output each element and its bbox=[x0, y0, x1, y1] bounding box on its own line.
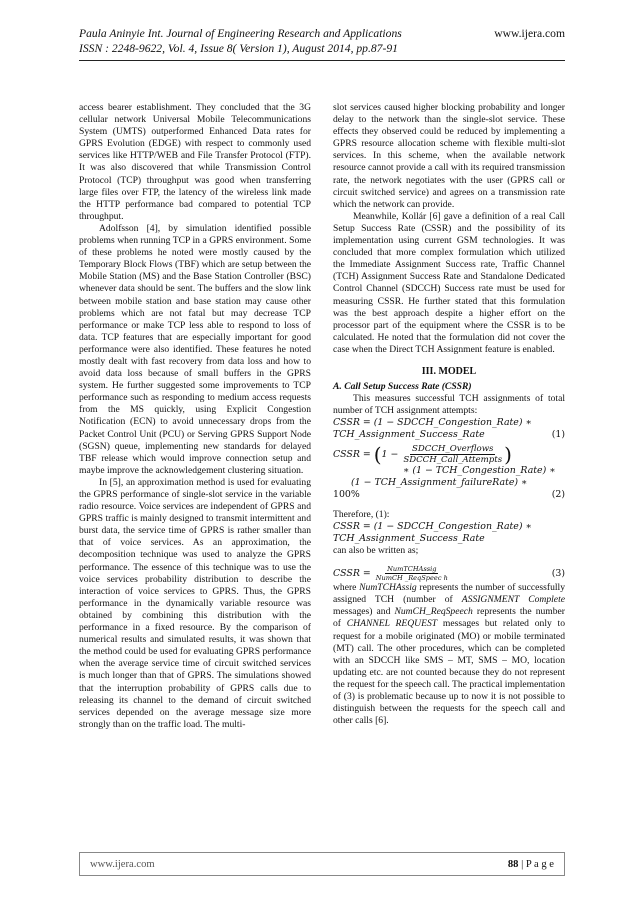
right-column bbox=[333, 102, 565, 727]
page-number bbox=[508, 859, 554, 870]
equation-4 bbox=[333, 565, 565, 582]
header-rule bbox=[79, 60, 565, 61]
eq3-line-1: CSSR = (1 − SDCCH_Congestion_Rate) ∗ bbox=[333, 520, 532, 532]
eq2-line-4: 100% bbox=[333, 488, 360, 500]
numch-reqspeech-term: NumCH_ReqSpeech bbox=[394, 606, 473, 618]
left-paragraph-2: Adolfsson [4], by simulation identified possible problems when running TCP in a GPRS environment. Some of these problems he noted were mostly caused by the Temporary Block Flows (TBF) which are setup between the Mobile Station (MS) and the Base Station Controller (BSC) whenever data should be sent. The buffers and the slow link between mobile station and base station may cause other problems which are not fatal but may decrease TCP performance or make TCP less able to respond to loss of data. TCP features that are especially important for good performance were also identified. These features he noted mostly dealt with fast recovery from data loss and how to avoid data loss because of small buffers in the GPRS system. He further suggested some improvements to TCP performance such as responding to medium access requests from the MS quickly, using Explicit Congestion Notification (ECN) to avoid unnecessary drops from the Packet Control Unit (PCU) or Serving GPRS Support Node (SGSN) queue, implementing new standards for delayed TBF release which would improve connection setup and maybe improve the acknowledgement clustering situation. bbox=[79, 222, 311, 476]
numtchassig-term: NumTCHAssig bbox=[359, 582, 417, 594]
where-text-b: represents the number of successfully assigned TCH (number of bbox=[333, 582, 565, 606]
eq2-line-2: ∗ (1 − TCH_Congestion_Rate) ∗ bbox=[403, 464, 556, 476]
eq2-lhs: CSSR = bbox=[333, 448, 374, 460]
where-word: where bbox=[333, 582, 357, 594]
cssr-intro: This measures successful TCH assignments of total number of TCH assignment attempts: bbox=[333, 393, 565, 417]
eq1-line-1: CSSR = (1 − SDCCH_Congestion_Rate) ∗ bbox=[333, 417, 532, 429]
eq2-number: (2) bbox=[551, 488, 565, 500]
assignment-complete-term: ASSIGNMENT Complete bbox=[461, 594, 565, 606]
eq2-line-3: (1 − TCH_Assignment_failureRate) ∗ bbox=[351, 476, 528, 488]
equation-1 bbox=[333, 417, 565, 441]
issn-line: ISSN : 2248-9622, Vol. 4, Issue 8( Version 1), August 2014, pp.87-91 bbox=[79, 42, 398, 55]
eq1-number: (1) bbox=[551, 429, 565, 441]
left-column bbox=[79, 102, 311, 731]
left-paragraph-3: In [5], an approximation method is used for evaluating the GPRS performance of single-slot service in the variable radio resource. Voice services are independent of GPRS and GPRS traffic is mainly designed to transmit intermittent and burst data, the service time of GPRS is rather smaller than that of voice services. As an approximation, the decomposition technique was used to analyze the GPRS performance. The essence of this technique was to use the voice services probability distribution to describe the interaction of voice services to GPRS. Thus, the GPRS performance in the dynamically variable resource was obtained by combining this distribution with the performance in a fixed resource. By the comparison of numerical results and simulated results, it was shown that the method could be used for evaluating GPRS performance when the average service time of circuit switched services is much longer than that of GPRS. The simulations showed that the interruption probability of GPRS calls due to releasing its channel to the demand of circuit switched services depended on the average message size more strongly than on the traffic load. The multi- bbox=[79, 476, 311, 730]
section-heading: III. MODEL bbox=[421, 365, 477, 377]
eq3-line-2: TCH_Assignment_Success_Rate bbox=[333, 533, 485, 544]
also-written-text: can also be written as; bbox=[333, 545, 419, 557]
subsection-heading: A. Call Setup Success Rate (CSSR) bbox=[333, 381, 472, 393]
footer-url[interactable]: www.ijera.com bbox=[90, 858, 155, 870]
where-text-f: represents the number of bbox=[333, 606, 565, 630]
equation-3 bbox=[333, 521, 565, 545]
eq4-frac-num: NumTCHAssig bbox=[387, 565, 437, 574]
journal-title: Paula Aninyie Int. Journal of Engineering Research and Applications bbox=[79, 27, 402, 40]
page-label: | P a g e bbox=[518, 858, 554, 870]
eq1-line-2: TCH_Assignment_Success_Rate bbox=[333, 429, 485, 441]
where-paragraph bbox=[333, 582, 565, 727]
eq4-lhs: CSSR = bbox=[333, 568, 374, 580]
header-url[interactable]: www.ijera.com bbox=[494, 27, 565, 40]
page-footer bbox=[79, 852, 565, 876]
eq2-frac-den: SDCCH_Call_Attempts bbox=[403, 454, 503, 465]
eq4-frac-den: NumCH _ReqSpeec h bbox=[375, 574, 448, 583]
left-paragraph-1: access bearer establishment. They concluded that the 3G cellular network Universal Mobile Telecommunications System (UMTS) outperformed Enhanced Data rates for GPRS Evolution (EDGE) with respect to commonly used services like HTTP/WEB and File Transfer Protocol (FTP). It was also discovered that while Transmission Control Protocol (TCP) throughput was good when transferring large files over FTP, the latency of the wireless link made the HTTP performance bad compared to potential TCP throughput. bbox=[79, 102, 311, 222]
eq4-fraction bbox=[374, 565, 450, 582]
eq2-fraction bbox=[401, 444, 504, 465]
eq2-frac-num: SDCCH_Overflows bbox=[411, 443, 494, 454]
channel-request-term: CHANNEL REQUEST bbox=[346, 618, 438, 630]
page-num-value: 88 bbox=[507, 858, 519, 870]
where-text-h: messages but related only to request for a mobile originated (MO) or mobile terminated (MT) call. The other procedures, which can be completed with an SDCCH like SMS – MT, SMS – MO, location updating etc. are not counted because they do not represent the request for the speech call. The practical implementation of (3) is problematic because up to now it is not possible to distinguish between the requests for the speech call and other calls [6]. bbox=[333, 618, 566, 727]
therefore-text: Therefore, (1): bbox=[333, 508, 390, 520]
where-text-d: messages) and bbox=[333, 606, 391, 618]
page-header bbox=[79, 26, 565, 56]
right-paragraph-1: slot services caused higher blocking probability and longer delay to the network than the single-slot service. These effects they observed could be reduced by implementing a GPRS resource allocation scheme with flexible multi-slot services. In this scheme, when the available network resource cannot provide a call with its required transmission rate, the network negotiates with the user (GPRS call or circuit switched service) and agrees on a transmission rate which the network can provide. bbox=[333, 102, 565, 210]
equation-2: CSSR = (1 − $\frac{\text{SDCCH\_Overflows}}{\text{SDCCH\_Call\_Attempts}}$ ) ∗ (1 − TCH_Congestion_Rate) ∗ (1 − TCH_Assignment_failureRate) ∗ 100% (2) bbox=[333, 441, 565, 500]
eq4-number: (3) bbox=[551, 567, 565, 579]
right-paragraph-2: Meanwhile, Kollár [6] gave a definition of a real Call Setup Success Rate (CSSR) and the possibility of its implementation using current GSM technologies. It was concluded that more complex formulation which utilized the Immediate Assignment Success rate, Traffic Channel (TCH) Assignment Success Rate and Standalone Dedicated Control Channel (SDCCH) Success rate must be used for measuring CSSR. He further stated that this formulation was the best approach despite a higher effort on the processor part of the equipment where the CSSR is to be calculated. He noted that the formulation did not cover the case when the Direct TCH Assignment feature is enabled. bbox=[333, 210, 565, 355]
